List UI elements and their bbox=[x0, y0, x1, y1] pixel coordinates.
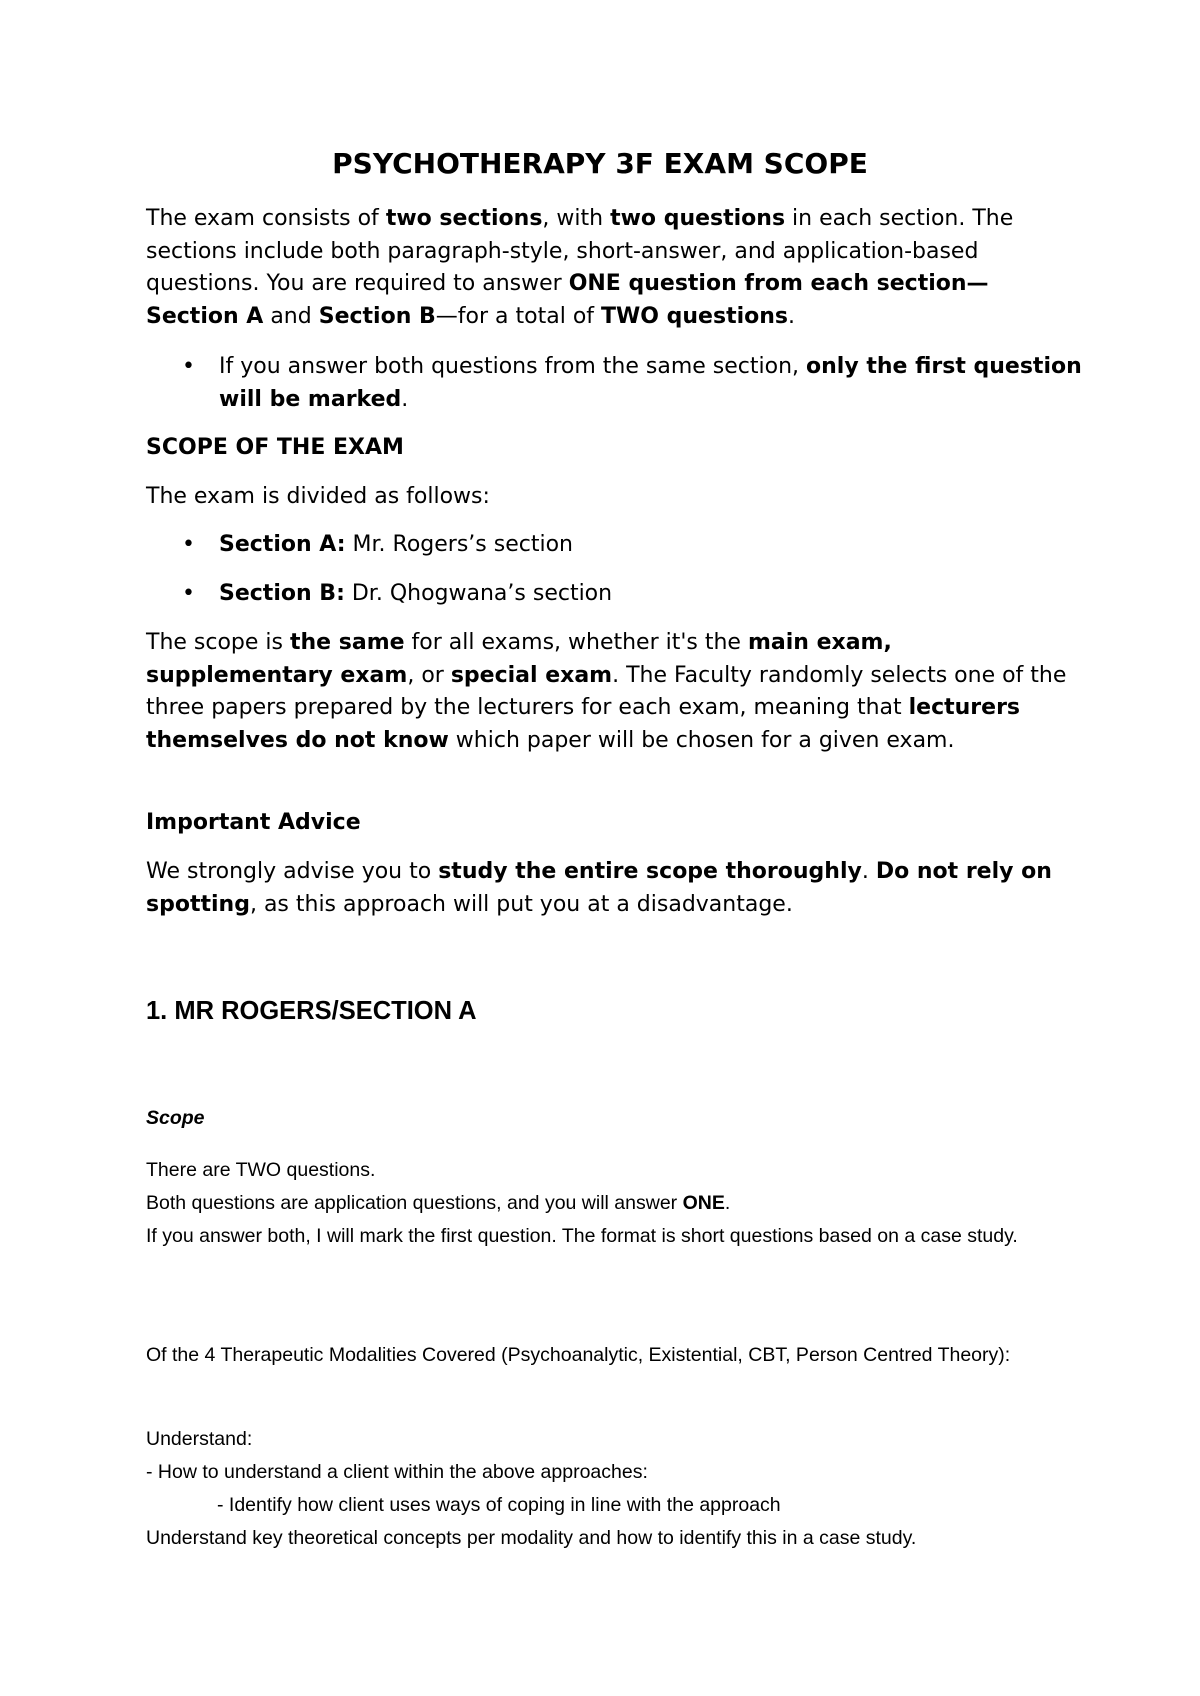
section-a-bullet bbox=[182, 529, 1099, 562]
understand-line-indented: - Identify how client uses ways of coping in line with the approach bbox=[217, 1494, 781, 1516]
text-run: —for a total of bbox=[435, 303, 602, 329]
text-run: If you answer both questions from the same section, bbox=[219, 354, 806, 379]
text-run: The scope is bbox=[146, 630, 290, 655]
text-run: The exam consists of bbox=[146, 206, 386, 231]
bold-run: ONE bbox=[682, 1192, 725, 1214]
text-run: which paper will be chosen for a given exam. bbox=[448, 727, 955, 753]
bold-run: Do not rely on spotting bbox=[146, 859, 1052, 917]
text-run: . bbox=[401, 386, 409, 412]
scope-heading bbox=[146, 432, 1076, 465]
bullet-marker: • bbox=[182, 532, 195, 557]
text-run: in each section. The sections include both paragraph-style, short-answer, and application-based questions. You are required to answer bbox=[146, 206, 1014, 296]
bold-run: main exam, supplementary exam bbox=[146, 630, 892, 688]
bold-run: two sections bbox=[385, 206, 543, 231]
bold-run: lecturers themselves do not know bbox=[146, 695, 1021, 753]
bullet-marker: • bbox=[182, 354, 195, 379]
text-run: . bbox=[788, 303, 796, 329]
understand-heading: Understand: bbox=[146, 1428, 253, 1450]
advice-paragraph bbox=[146, 856, 1076, 921]
bold-run: study the entire scope thoroughly bbox=[438, 859, 862, 884]
text-run: . The Faculty randomly selects one of the three papers prepared by the lecturers for each exam, meaning that bbox=[146, 662, 1067, 720]
understand-line: Understand key theoretical concepts per modality and how to identify this in a case study. bbox=[146, 1527, 917, 1549]
divided-text: The exam is divided as follows: bbox=[146, 484, 490, 509]
text-run: . bbox=[861, 859, 876, 884]
text-run: , or bbox=[407, 662, 451, 688]
advice-heading bbox=[146, 807, 1076, 840]
text-run: We strongly advise you to bbox=[146, 859, 439, 884]
modalities-paragraph: Of the 4 Therapeutic Modalities Covered (Psychoanalytic, Existential, CBT, Person Centred Theory): bbox=[146, 1344, 1011, 1366]
bold-run: Section B bbox=[318, 303, 436, 329]
bullet-marker: • bbox=[182, 581, 195, 606]
scope-lines bbox=[146, 1154, 1076, 1253]
section-text: Dr. Qhogwana’s section bbox=[344, 581, 613, 606]
section-b-bullet bbox=[182, 578, 1099, 611]
bold-run: ONE question from each section bbox=[568, 271, 967, 296]
scope-line: If you answer both, I will mark the first question. The format is short questions based on a case study. bbox=[146, 1225, 1018, 1247]
text-run: Both questions are application questions, and you will answer bbox=[146, 1192, 683, 1214]
section-label: Section A: bbox=[219, 532, 346, 557]
bold-run: two questions bbox=[610, 206, 786, 231]
dash-run: — bbox=[966, 271, 989, 296]
bold-run: special exam bbox=[450, 662, 613, 688]
text-run: , with bbox=[542, 206, 611, 231]
rule-bullet bbox=[182, 351, 1099, 416]
scope-line bbox=[146, 1187, 1076, 1220]
heading-text: SCOPE OF THE EXAM bbox=[146, 435, 404, 460]
scope-paragraph bbox=[146, 627, 1076, 757]
text-run: . bbox=[724, 1192, 731, 1214]
scope-label: Scope bbox=[146, 1107, 205, 1129]
bold-run: the same bbox=[290, 630, 405, 655]
bold-run: Section A bbox=[146, 303, 264, 329]
intro-paragraph bbox=[146, 203, 1076, 333]
text-run: and bbox=[263, 303, 319, 329]
bold-run: only the first question will be marked bbox=[219, 354, 1082, 412]
scope-line: There are TWO questions. bbox=[146, 1159, 376, 1181]
section-label: Section B: bbox=[219, 581, 345, 606]
text-run: , as this approach will put you at a disadvantage. bbox=[249, 891, 793, 917]
understand-block bbox=[146, 1423, 1076, 1555]
document-title: PSYCHOTHERAPY 3F EXAM SCOPE bbox=[332, 147, 868, 180]
section-text: Mr. Rogers’s section bbox=[345, 532, 573, 557]
section-a-heading: 1. MR ROGERS/SECTION A bbox=[146, 997, 477, 1025]
text-run: for all exams, whether it's the bbox=[404, 630, 748, 655]
understand-line: - How to understand a client within the above approaches: bbox=[146, 1461, 648, 1483]
heading-text: Important Advice bbox=[146, 810, 361, 835]
bold-run: TWO questions bbox=[601, 303, 789, 329]
